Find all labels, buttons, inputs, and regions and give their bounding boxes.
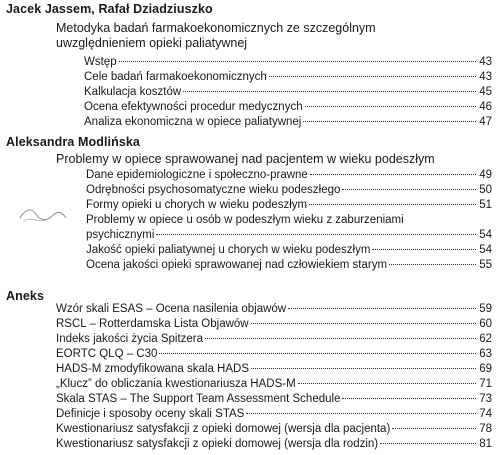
chapter-title-line1: Metodyka badań farmakoekonomicznych ze szczególnym [56,21,376,35]
toc-entry-title: Wzór skali ESAS – Ocena nasilenia objawów [56,303,287,315]
toc-entry-title: HADS-M zmodyfikowana skala HADS [56,363,250,375]
toc-entry[interactable] [86,258,492,272]
toc-entry[interactable] [56,392,492,406]
leader-dots [310,174,476,175]
toc-entry-title: „Klucz” do obliczania kwestionariusza HADS-M [56,378,296,390]
leader-dots [305,106,476,107]
section-author-modlinska: Aleksandra Modlińska [6,135,140,149]
toc-entry-page: 55 [479,259,492,271]
leader-dots [372,249,476,250]
section-author-aneks: Aneks [6,289,45,303]
toc-entry-title: EORTC QLQ – C30 [56,348,158,360]
leader-dots [269,76,476,77]
toc-entry-title: Cele badań farmakoekonomicznych [84,71,267,83]
toc-entry[interactable] [56,332,492,346]
toc-entry-title: Ocena jakości opieki sprawowanej nad człowiekiem starym [86,259,388,271]
leader-dots [156,234,476,235]
chapter-title-line1: Problemy w opiece sprawowanej nad pacjentem w wieku podeszłym [56,152,435,166]
toc-entry[interactable] [84,55,492,69]
toc-entry-title: Formy opieki u chorych w wieku podeszłym [86,199,308,211]
leader-dots [303,121,476,122]
leader-dots [159,353,476,354]
toc-entry[interactable] [56,437,492,451]
toc-entry[interactable] [86,243,492,257]
leader-dots [392,428,476,429]
leader-dots [342,398,476,399]
toc-entry[interactable] [86,183,492,197]
toc-entry-title: Ocena efektywności procedur medycznych [84,101,303,113]
toc-entry[interactable] [84,100,492,114]
toc-entry-page: 46 [479,101,492,113]
toc-entry-page: 73 [479,393,492,405]
leader-dots [380,443,476,444]
leader-dots [251,323,476,324]
toc-entry[interactable] [56,362,492,376]
toc-entry-title: Jakość opieki paliatywnej u chorych w wieku podeszłym [86,244,371,256]
leader-dots [342,189,476,190]
toc-entry-page: 63 [479,348,492,360]
leader-dots [298,383,476,384]
toc-entry[interactable] [84,85,492,99]
toc-entry-page: 60 [479,318,492,330]
toc-entry-title: Wstęp [84,56,117,68]
toc-entry-page: 54 [479,244,492,256]
toc-entry-page: 71 [479,378,492,390]
toc-entry-page: 78 [479,423,492,435]
toc-entry[interactable] [84,115,492,129]
toc-entry[interactable] [56,302,492,316]
toc-entry-page: 69 [479,363,492,375]
toc-entry-page: 47 [479,116,492,128]
toc-entry[interactable] [86,198,492,212]
toc-entry[interactable] [56,377,492,391]
toc-entry-page: 49 [479,169,492,181]
toc-entry-title: Indeks jakości życia Spitzera [56,333,204,345]
toc-entry-title: Kwestionariusz satysfakcji z opieki domowej (wersja dla pacjenta) [56,423,391,435]
section-author-jassem: Jacek Jassem, Rafał Dziadziuszko [6,2,213,16]
toc-entry-title: Kwestionariusz satysfakcji z opieki domowej (wersja dla rodzin) [56,438,379,450]
toc-entry-page: 59 [479,303,492,315]
toc-entry-page: 62 [479,333,492,345]
toc-entry-page: 54 [479,229,492,241]
leader-dots [251,368,476,369]
leader-dots [309,204,476,205]
toc-entry-title: Skala STAS – The Support Team Assessment Schedule [56,393,341,405]
toc-entry[interactable] [56,347,492,361]
toc-entry-page: 50 [479,184,492,196]
toc-entry-title-line1: Problemy w opiece u osób w podeszłym wieku z zaburzeniami [86,214,404,226]
toc-entry-page: 43 [479,71,492,83]
toc-entry[interactable] [56,407,492,421]
leader-dots [288,308,476,309]
toc-entry[interactable] [86,168,492,182]
leader-dots [389,264,476,265]
leader-dots [183,91,476,92]
toc-entry-page: 51 [479,199,492,211]
toc-entry-title: Analiza ekonomiczna w opiece paliatywnej [84,116,302,128]
toc-entry-title: Kalkulacja kosztów [84,86,182,98]
leader-dots [205,338,476,339]
toc-entry-title: RSCL – Rotterdamska Lista Objawów [56,318,249,330]
toc-entry[interactable] [84,70,492,84]
toc-entry-title: psychicznymi [86,229,155,241]
toc-entry-title: Odrębności psychosomatyczne wieku podeszłego [86,184,341,196]
toc-entry-page: 81 [479,438,492,450]
leader-dots [246,413,476,414]
toc-entry[interactable] [86,228,492,242]
chapter-title-line2: uwzględnieniem opieki paliatywnej [56,36,248,50]
leader-dots [119,61,476,62]
toc-entry-title: Dane epidemiologiczne i społeczno-prawne [86,169,308,181]
toc-entry[interactable] [56,317,492,331]
toc-entry-page: 74 [479,408,492,420]
toc-entry-page: 43 [479,56,492,68]
toc-entry-page: 45 [479,86,492,98]
pencil-mark-icon [18,204,68,226]
toc-entry-title: Definicje i sposoby oceny skali STAS [56,408,245,420]
toc-entry[interactable] [56,422,492,436]
